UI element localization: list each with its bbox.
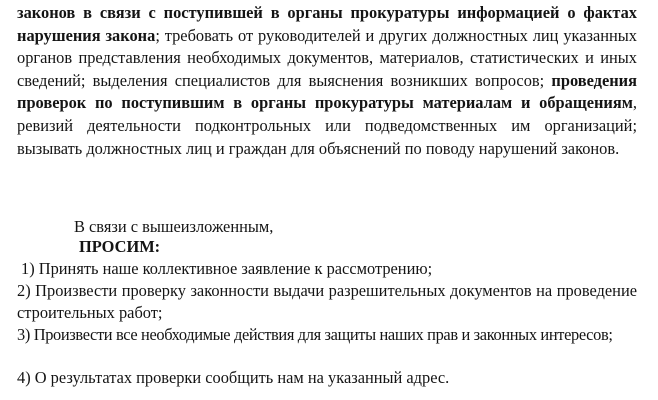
- body-paragraph: [17, 2, 637, 160]
- paragraph-text-middle: ; требовать от руководителей и других должностных лиц указанных органов представления необходимых документов, материалов, статистических и иных сведений; выделения специалистов для выяснения возникших вопросов;: [17, 25, 638, 90]
- paragraph-text-end: , ревизий деятельности подконтрольных или подведомственных им организаций; вызывать должностных лиц и граждан для объяснений по поводу нарушений законов.: [17, 93, 637, 158]
- request-item-1: 1) Принять наше коллективное заявление к рассмотрению;: [21, 259, 433, 278]
- request-item-3: 3) Произвести все необходимые действия для защиты наших прав и законных интересов;: [17, 325, 613, 344]
- intro-line: В связи с вышеизложенным,: [74, 217, 274, 236]
- bold-phrase-violations: законов в связи с поступившей в органы прокуратуры информацией о фактах нарушения закона: [17, 3, 637, 45]
- bold-phrase-inspections: проведения проверок по поступившим в органы прокуратуры материалам и обращениям: [17, 70, 637, 113]
- request-item-2: 2) Произвести проверку законности выдачи разрешительных документов на проведение строительных работ;: [17, 281, 637, 322]
- request-item-4: 4) О результатах проверки сообщить нам на указанный адрес.: [17, 368, 450, 387]
- request-heading: ПРОСИМ:: [79, 237, 161, 256]
